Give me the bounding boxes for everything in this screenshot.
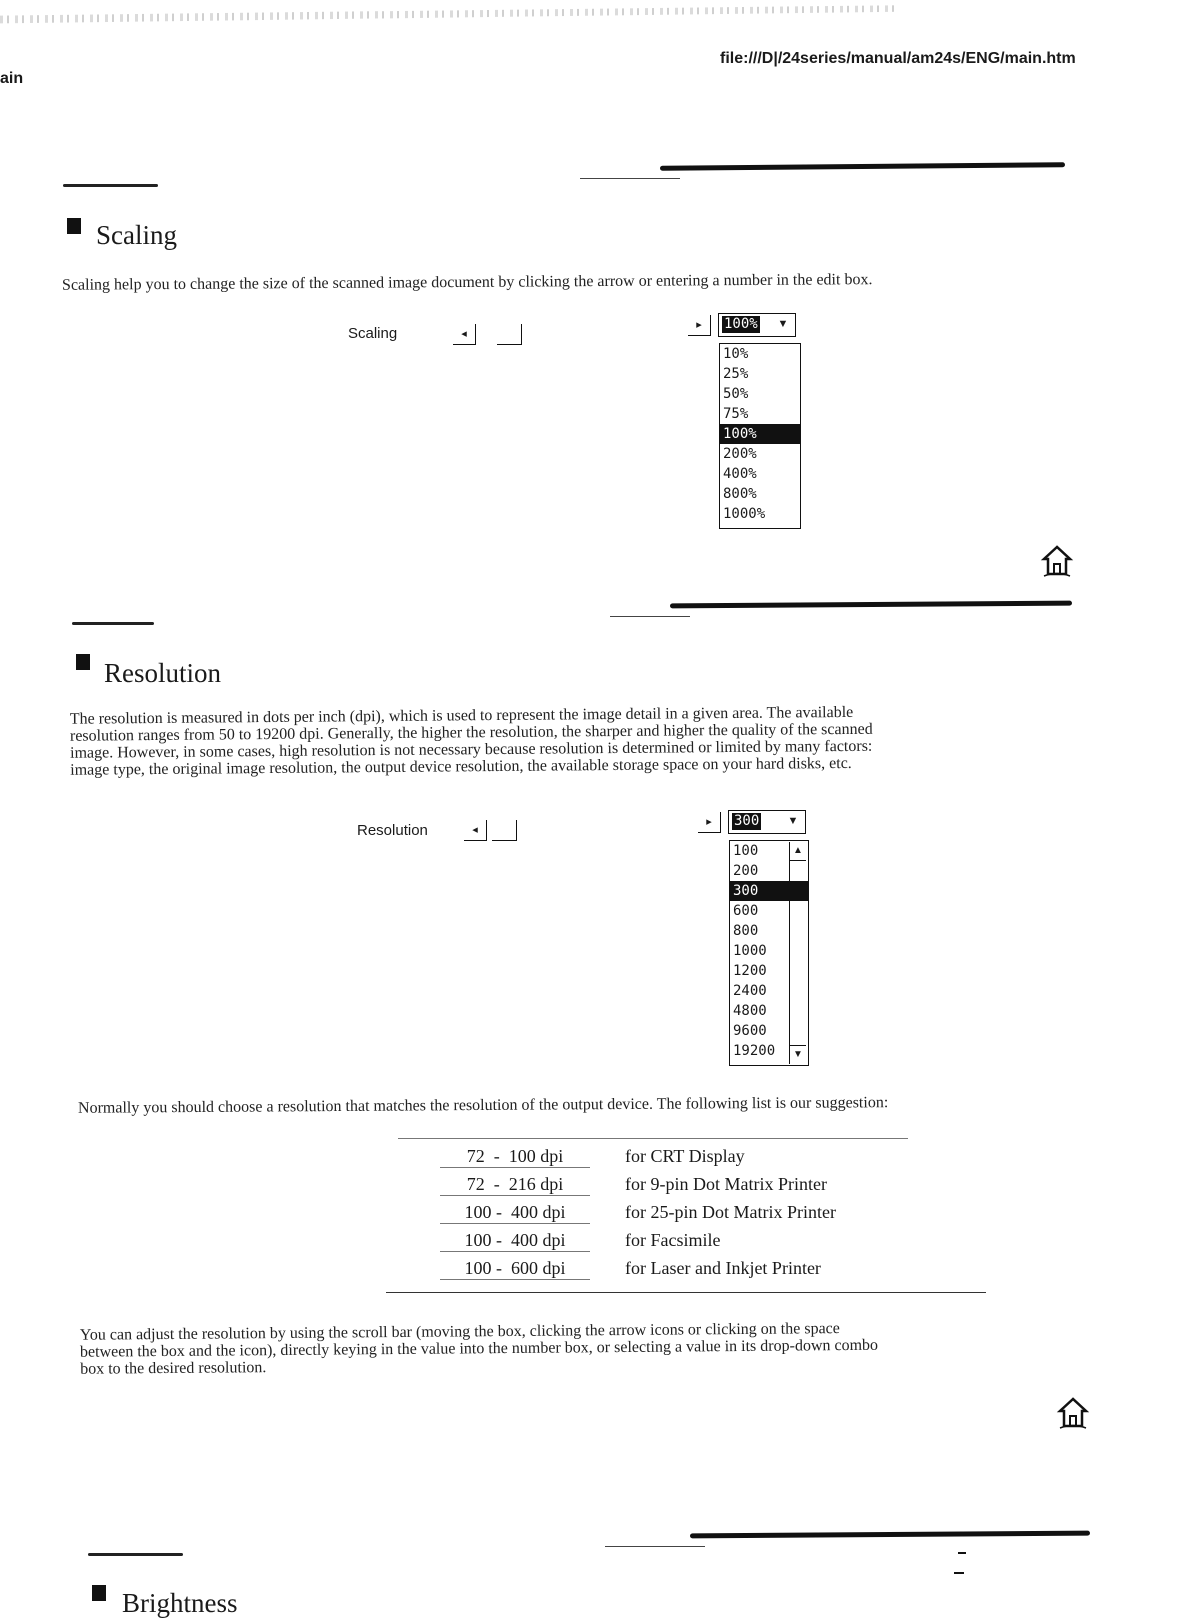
dropdown-option[interactable]: 19200 [733, 1043, 776, 1059]
section-rule-thick [670, 601, 1072, 609]
text-line: box to the desired resolution. [80, 1359, 267, 1378]
home-icon[interactable] [1040, 544, 1074, 578]
table-row [400, 1230, 940, 1258]
right-arrow-icon: ▸ [706, 816, 712, 828]
section-bullet [67, 218, 81, 234]
scroll-down-icon[interactable]: ▼ [790, 1045, 806, 1064]
section-rule-short [88, 1553, 183, 1556]
dropdown-option[interactable]: 300 [730, 881, 808, 901]
resolution-description [70, 701, 1161, 779]
dropdown-option[interactable]: 100 [733, 843, 759, 859]
resolution-right-arrow-button[interactable] [698, 812, 721, 833]
dropdown-option[interactable]: 10% [723, 346, 749, 362]
dropdown-option[interactable]: 1200 [733, 963, 767, 979]
dpi-range: 72 - 100 dpi [440, 1146, 590, 1168]
device-use: for Facsimile [625, 1230, 721, 1250]
resolution-suggestion-table [400, 1146, 960, 1286]
header-left-fragment: ain [0, 70, 24, 87]
left-arrow-icon: ◂ [461, 328, 467, 340]
dpi-range: 72 - 216 dpi [440, 1174, 590, 1196]
text-line: image type, the original image resolution, the output device resolution, the available storage space on your hard disks, etc. [70, 754, 852, 779]
dropdown-option[interactable]: 2400 [733, 983, 767, 999]
dropdown-option[interactable]: 1000% [723, 506, 766, 522]
suggestion-intro: Normally you should choose a resolution that matches the resolution of the output device. The following list is our suggestion: [77, 1094, 889, 1117]
section-rule-short [72, 622, 154, 625]
dropdown-option[interactable]: 9600 [733, 1023, 767, 1039]
dpi-range: 100 - 400 dpi [440, 1230, 590, 1252]
resolution-slider-track[interactable] [492, 820, 517, 841]
text-line: You can adjust the resolution by using the scroll bar (moving the box, clicking the arrow icons or clicking on the space [79, 1320, 840, 1344]
scaling-selected-value[interactable]: 100% [724, 316, 758, 332]
resolution-combo-box[interactable] [728, 810, 806, 834]
text-line: resolution ranges from 50 to 19200 dpi. Generally, the higher the resolution, the sharper and higher the quality of the scanned [69, 720, 873, 745]
scaling-right-arrow-button[interactable] [688, 315, 711, 336]
text-line: between the box and the icon), directly keying in the value into the number box, or selecting a value in its drop-down combo [79, 1336, 879, 1361]
header-url: file:///D|/24series/manual/am24s/ENG/main.htm [720, 50, 1076, 67]
section-rule-thin [605, 1546, 705, 1547]
scaling-combo-box[interactable] [718, 313, 796, 337]
dropdown-option[interactable]: 800 [733, 923, 759, 939]
scan-artifact [954, 1572, 964, 1574]
chevron-down-icon[interactable]: ▼ [787, 815, 799, 827]
dropdown-option[interactable]: 25% [723, 366, 749, 382]
section-bullet [92, 1585, 106, 1601]
scroll-up-icon[interactable]: ▲ [790, 842, 806, 861]
section-rule-thin [580, 178, 680, 179]
dropdown-option[interactable]: 200% [723, 446, 757, 462]
dropdown-option[interactable]: 400% [723, 466, 757, 482]
resolution-adjust-text [80, 1317, 1170, 1378]
dpi-range: 100 - 400 dpi [440, 1202, 590, 1224]
dropdown-option[interactable]: 800% [723, 486, 757, 502]
resolution-scrollbar[interactable] [789, 842, 806, 1064]
section-title-brightness: Brightness [122, 1588, 238, 1618]
dropdown-option[interactable]: 50% [723, 386, 749, 402]
dropdown-option[interactable]: 75% [723, 406, 749, 422]
device-use: for 9-pin Dot Matrix Printer [625, 1174, 827, 1194]
table-row [400, 1258, 940, 1286]
section-rule-thick [660, 162, 1065, 171]
device-use: for CRT Display [625, 1146, 745, 1166]
device-use: for 25-pin Dot Matrix Printer [625, 1202, 836, 1222]
text-line: The resolution is measured in dots per inch (dpi), which is used to represent the image detail in a given area. The available [69, 703, 854, 728]
dropdown-option[interactable]: 600 [733, 903, 759, 919]
section-rule-thin [610, 616, 690, 617]
scaling-slider-track[interactable] [497, 324, 522, 345]
scaling-dropdown-list[interactable] [719, 343, 801, 529]
right-arrow-icon: ▸ [696, 319, 702, 331]
resolution-selected-value[interactable]: 300 [734, 813, 760, 829]
dropdown-option[interactable]: 200 [733, 863, 759, 879]
scan-artifact [0, 0, 900, 26]
section-title-resolution: Resolution [104, 658, 222, 688]
text-line: image. However, in some cases, high resolution is not necessary because resolution is determined or limited by many factors: [70, 737, 873, 762]
resolution-control-label: Resolution [357, 822, 428, 839]
dropdown-option[interactable]: 100% [720, 424, 800, 444]
section-title-scaling: Scaling [96, 220, 177, 250]
scaling-description: Scaling help you to change the size of the scanned image document by clicking the arrow or entering a number in the edit box. [61, 271, 873, 294]
dpi-range: 100 - 600 dpi [440, 1258, 590, 1280]
scan-artifact [958, 1552, 966, 1554]
table-row [400, 1202, 940, 1230]
table-row [400, 1146, 940, 1174]
device-use: for Laser and Inkjet Printer [625, 1258, 821, 1278]
section-rule-thick [690, 1531, 1090, 1539]
table-row [400, 1174, 940, 1202]
dropdown-option[interactable]: 4800 [733, 1003, 767, 1019]
table-bottom-rule [386, 1292, 986, 1293]
left-arrow-icon: ◂ [472, 824, 478, 836]
home-icon[interactable] [1056, 1396, 1090, 1430]
section-bullet [76, 654, 90, 670]
scaling-left-arrow-button[interactable] [453, 324, 476, 345]
chevron-down-icon[interactable]: ▼ [777, 318, 789, 330]
dropdown-option[interactable]: 1000 [733, 943, 767, 959]
table-top-rule [398, 1138, 908, 1139]
section-rule-short [63, 184, 158, 187]
resolution-left-arrow-button[interactable] [464, 820, 487, 841]
scaling-control-label: Scaling [348, 325, 398, 342]
